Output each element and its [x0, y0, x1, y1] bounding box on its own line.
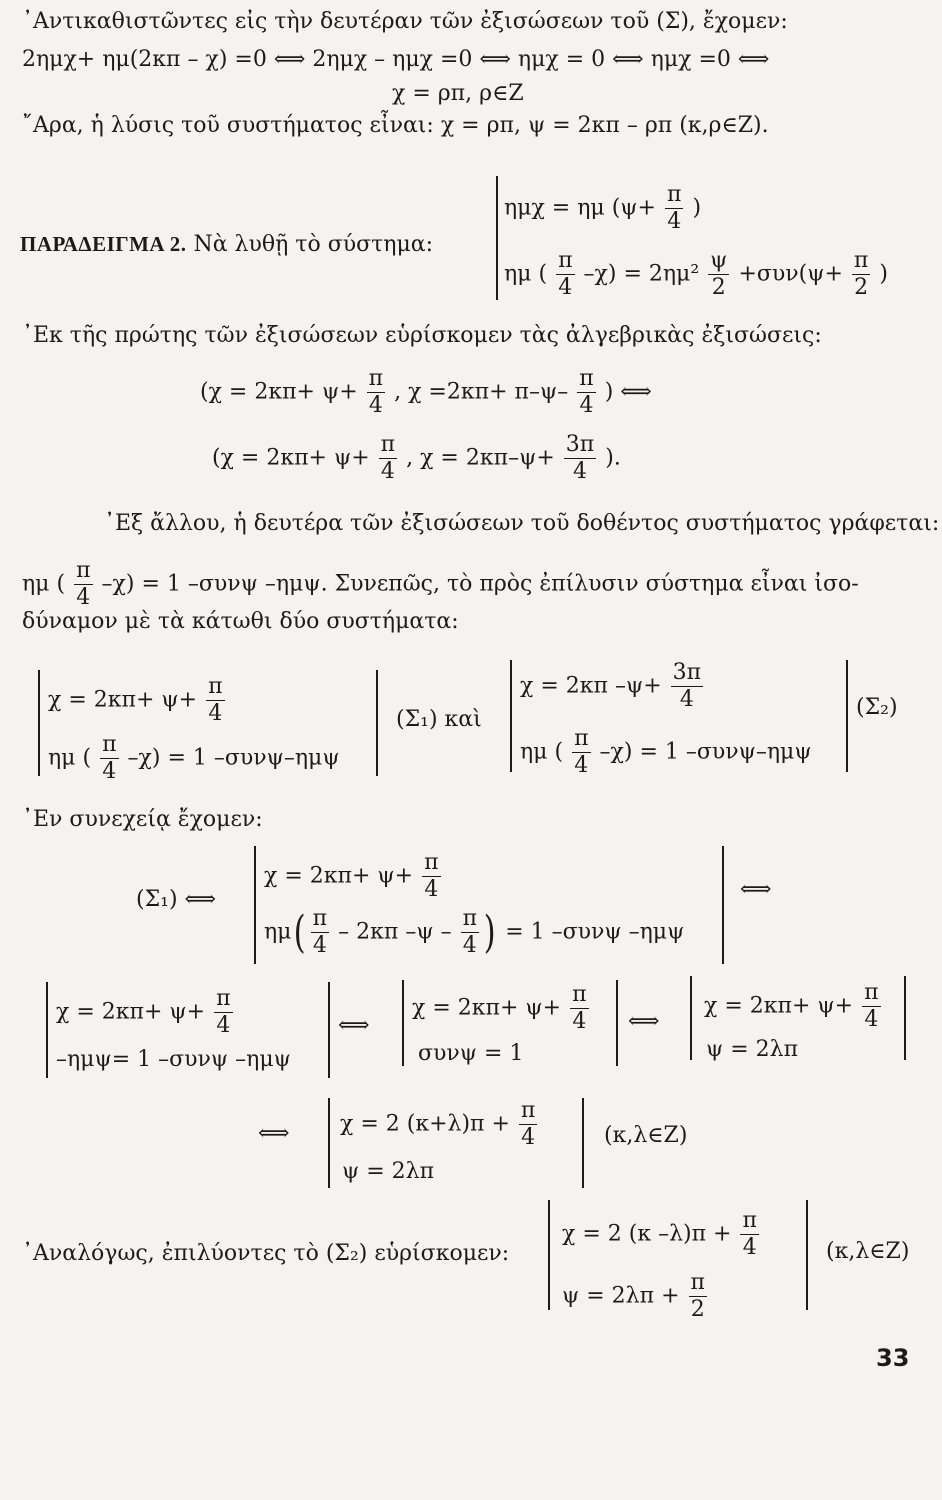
- system-brace: [496, 176, 498, 300]
- chain-c-eq1: χ = 2κπ+ ψ+ $\frac{\pi}{4}$: [704, 980, 879, 1032]
- sigma2-label: (Σ₂): [856, 695, 898, 720]
- sigma1-eq2: ημ ( $\frac{\pi}{4}$ –χ) = 1 –συνψ–ημψ: [48, 732, 340, 784]
- result1-arrow: ⟺: [258, 1121, 290, 1146]
- chain-c-left-brace: [690, 976, 692, 1060]
- consequently-lhs: (Σ₁) ⟺: [136, 887, 217, 912]
- sigma1-right-brace: [376, 670, 378, 776]
- chain-b-eq2: συνψ = 1: [418, 1041, 524, 1066]
- intro-line-3: χ = ρπ, ρ∈Z: [392, 81, 524, 106]
- result2-condition: (κ,λ∈Z): [826, 1239, 910, 1264]
- sigma1-left-brace: [38, 670, 40, 776]
- sigma2-eq1: χ = 2κπ –ψ+ $\frac{3\pi}{4}$: [520, 660, 702, 712]
- result1-eq2: ψ = 2λπ: [342, 1159, 435, 1184]
- chain-b-right-brace: [616, 980, 618, 1066]
- chain-a-eq2: –ημψ= 1 –συνψ –ημψ: [56, 1047, 291, 1072]
- result1-left-brace: [328, 1098, 330, 1188]
- page-number: 33: [876, 1344, 910, 1372]
- result1-right-brace: [582, 1098, 584, 1188]
- chain-a-eq1: χ = 2κπ+ ψ+ $\frac{\pi}{4}$: [56, 986, 231, 1038]
- intro-line-4: ῎Αρα, ἡ λύσις τοῦ συστήματος εἶναι: χ = ρπ, ψ = 2κπ – ρπ (κ,ρ∈Z).: [22, 113, 769, 138]
- second-equation-line-3: δύναμον μὲ τὰ κάτωθι δύο συστήματα:: [22, 609, 459, 634]
- sigma2-eq2: ημ ( $\frac{\pi}{4}$ –χ) = 1 –συνψ–ημψ: [520, 726, 812, 778]
- result1-eq1: χ = 2 (κ+λ)π + $\frac{\pi}{4}$: [340, 1098, 536, 1150]
- first-equation-line-2: (χ = 2κπ+ ψ+ $\frac{\pi}{4}$ , χ = 2κπ–ψ+ $\frac{3\pi}{4}$ ).: [212, 432, 621, 484]
- chain-c-right-brace: [904, 976, 906, 1060]
- chain-arrow-1: ⟺: [338, 1013, 370, 1038]
- sigma2-left-brace: [510, 660, 512, 772]
- result2-eq2: ψ = 2λπ + $\frac{\pi}{2}$: [562, 1270, 705, 1322]
- result1-condition: (κ,λ∈Z): [604, 1123, 688, 1148]
- consequently-eq2: ημ( $\frac{\pi}{4}$ – 2κπ –ψ – $\frac{\pi}{4}$ ) = 1 –συνψ –ημψ: [264, 906, 685, 958]
- result2-eq1: χ = 2 (κ –λ)π + $\frac{\pi}{4}$: [562, 1208, 757, 1260]
- result2-left-brace: [548, 1200, 550, 1310]
- system-equation-1: ημχ = ημ (ψ+ $\frac{\pi}{4}$ ): [504, 182, 702, 234]
- chain-a-left-brace: [46, 982, 48, 1078]
- chain-b-left-brace: [402, 980, 404, 1066]
- consequently-eq1: χ = 2κπ+ ψ+ $\frac{\pi}{4}$: [264, 850, 439, 902]
- example-heading: ΠΑΡΑΔΕΙΓΜΑ 2.: [20, 232, 187, 256]
- consequently-arrow: ⟺: [740, 877, 772, 902]
- result2-text: ᾿Αναλόγως, ἐπιλύοντες τὸ (Σ₂) εὑρίσκομεν:: [22, 1241, 510, 1266]
- second-equation-line-1: ᾿Εξ ἄλλου, ἡ δευτέρα τῶν ἐξισώσεων τοῦ δοθέντος συστήματος γράφεται:: [104, 511, 940, 536]
- intro-line-2: 2ημχ+ ημ(2κπ – χ) =0 ⟺ 2ημχ – ημχ =0 ⟺ ημχ = 0 ⟺ ημχ =0 ⟺: [22, 47, 770, 72]
- chain-a-right-brace: [328, 982, 330, 1078]
- result2-right-brace: [806, 1200, 808, 1310]
- consequently-text: ᾿Εν συνεχείᾳ ἔχομεν:: [22, 807, 263, 832]
- chain-arrow-2: ⟺: [628, 1009, 660, 1034]
- consequently-left-brace: [254, 846, 256, 964]
- intro-line-1: ᾿Αντικαθιστῶντες εἰς τὴν δευτέραν τῶν ἐξισώσεων τοῦ (Σ), ἔχομεν:: [22, 9, 788, 34]
- sigma2-right-brace: [846, 660, 848, 772]
- chain-c-eq2: ψ = 2λπ: [706, 1037, 799, 1062]
- sigma1-eq1: χ = 2κπ+ ψ+ $\frac{\pi}{4}$: [48, 674, 223, 726]
- chain-b-eq1: χ = 2κπ+ ψ+ $\frac{\pi}{4}$: [412, 982, 587, 1034]
- sigma1-label: (Σ₁) καὶ: [396, 707, 482, 732]
- first-equation-line-1: (χ = 2κπ+ ψ+ $\frac{\pi}{4}$ , χ =2κπ+ π–ψ– $\frac{\pi}{4}$ ) ⟺: [200, 366, 652, 418]
- second-equation-line-2: ημ ( $\frac{\pi}{4}$ –χ) = 1 –συνψ –ημψ. Συνεπῶς, τὸ πρὸς ἐπίλυσιν σύστημα εἶναι ἰσο-: [22, 558, 859, 610]
- example-heading-line: [20, 230, 433, 259]
- first-equation-text: ᾿Εκ τῆς πρώτης τῶν ἐξισώσεων εὑρίσκομεν τὰς ἀλγεβρικὰς ἐξισώσεις:: [22, 323, 822, 348]
- example-statement: Νὰ λυθῇ τὸ σύστημα:: [193, 232, 434, 257]
- consequently-right-brace: [722, 846, 724, 964]
- system-equation-2: ημ ( $\frac{\pi}{4}$ –χ) = 2ημ² $\frac{\psi}{2}$ +συν(ψ+ $\frac{\pi}{2}$ ): [504, 248, 888, 300]
